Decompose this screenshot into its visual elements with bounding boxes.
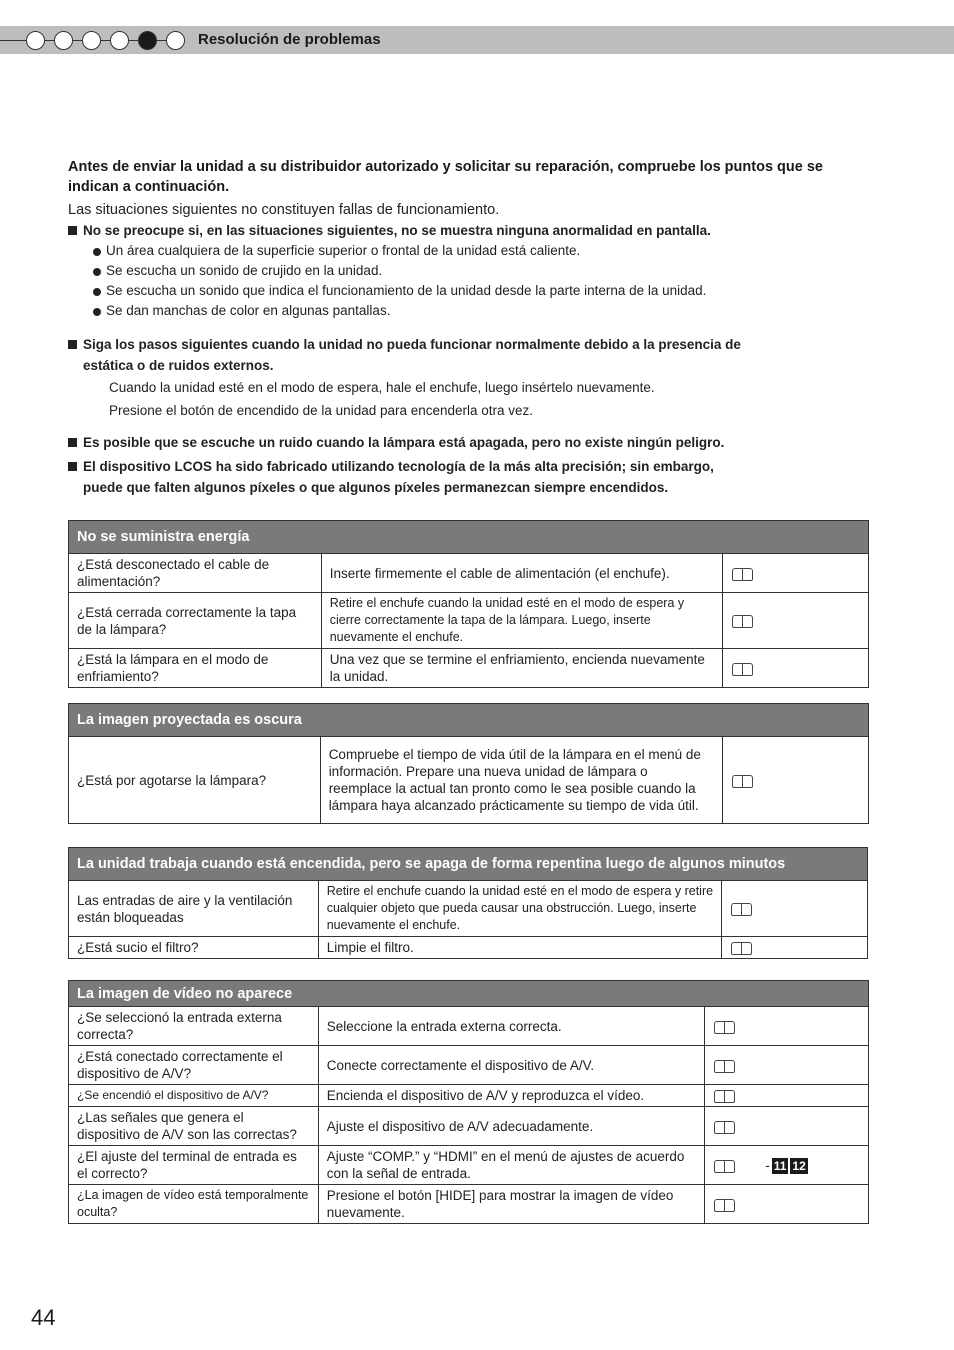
note-2-line: Cuando la unidad esté en el modo de espera, hale el enchufe, luego insértelo nuevamente.	[109, 380, 655, 395]
action-cell: Ajuste el dispositivo de A/V adecuadamente.	[318, 1107, 704, 1146]
note-3-text: Es posible que se escuche un ruido cuando la lámpara está apagada, pero no existe ningún peligro.	[83, 435, 725, 450]
note-1-bullet	[68, 261, 868, 281]
book-icon	[713, 1090, 735, 1102]
page-ref-badge: 12	[792, 1158, 806, 1173]
reference-cell	[722, 881, 868, 937]
table-row	[69, 1146, 869, 1185]
step-circle-icon	[54, 31, 73, 50]
note-2-title-line-1: Siga los pasos siguientes cuando la unidad no pueda funcionar normalmente debido a la presencia de	[83, 337, 741, 352]
note-1-bullet-text: Se escucha un sonido que indica el funcionamiento de la unidad desde la parte interna de la unidad.	[106, 283, 707, 298]
check-cell: ¿Las señales que genera el dispositivo de A/V son las correctas?	[69, 1107, 319, 1146]
step-indicator	[26, 30, 185, 50]
table-row	[69, 1007, 869, 1046]
table-row	[69, 1085, 869, 1107]
square-bullet-icon	[68, 226, 77, 235]
table-title: La unidad trabaja cuando está encendida, pero se apaga de forma repentina luego de algunos minutos	[69, 848, 868, 881]
square-bullet-icon	[68, 438, 77, 447]
step-circle-icon	[26, 31, 45, 50]
header-rule	[0, 40, 26, 41]
note-1-bullet-text: Se dan manchas de color en algunas pantallas.	[106, 303, 391, 318]
book-icon	[713, 1160, 735, 1172]
note-2-title-line-2: estática o de ruidos externos.	[83, 358, 274, 373]
note-1-bullet-text: Se escucha un sonido de crujido en la unidad.	[106, 263, 383, 278]
reference-cell	[705, 1046, 869, 1085]
check-cell: Las entradas de aire y la ventilación están bloqueadas	[69, 881, 319, 937]
reference-cell	[723, 554, 869, 593]
reference-cell	[722, 937, 868, 959]
note-1-bullet	[68, 241, 868, 261]
table-row	[69, 593, 869, 649]
book-icon	[731, 568, 753, 580]
action-cell: Limpie el filtro.	[318, 937, 721, 959]
check-cell: ¿El ajuste del terminal de entrada es el correcto?	[69, 1146, 319, 1185]
action-cell: Presione el botón [HIDE] para mostrar la imagen de vídeo nuevamente.	[318, 1185, 704, 1224]
note-3	[68, 432, 868, 453]
reference-cell	[705, 1107, 869, 1146]
book-icon	[713, 1121, 735, 1133]
intro-lead: Antes de enviar la unidad a su distribuidor autorizado y solicitar su reparación, compruebe los puntos que se indican a continuación.	[68, 159, 823, 195]
note-4-line-2: puede que falten algunos píxeles o que algunos píxeles permanezcan siempre encendidos.	[83, 480, 669, 495]
action-cell: Retire el enchufe cuando la unidad esté en el modo de espera y cierre correctamente la tapa de la lámpara. Luego, inserte nuevamente el enchufe.	[321, 593, 722, 649]
page-range-dash: -	[765, 1157, 770, 1173]
action-cell: Conecte correctamente el dispositivo de A/V.	[318, 1046, 704, 1085]
note-1-bullet	[68, 281, 868, 301]
table-row	[69, 881, 868, 937]
note-1-title	[68, 220, 868, 241]
action-cell: Compruebe el tiempo de vida útil de la lámpara en el menú de información. Prepare una nueva unidad de lámpara o reemplace la actual tan pronto como le sea posible cuando la lámpara haya alcanzado prácticamente su tiempo de vida útil.	[320, 737, 722, 824]
page-number: 44	[31, 1305, 56, 1330]
table-row	[69, 937, 868, 959]
note-2-line: Presione el botón de encendido de la unidad para encenderla otra vez.	[109, 403, 534, 418]
check-cell: ¿Está la lámpara en el modo de enfriamiento?	[69, 649, 322, 688]
check-cell: ¿Está conectado correctamente el dispositivo de A/V?	[69, 1046, 319, 1085]
note-1-bullet	[68, 301, 868, 321]
square-bullet-icon	[68, 340, 77, 349]
reference-cell	[705, 1085, 869, 1107]
table-title: No se suministra energía	[69, 521, 869, 554]
table-row	[69, 649, 869, 688]
reference-cell	[705, 1146, 869, 1185]
page-ref-badge: 11	[773, 1158, 787, 1173]
table-row	[69, 1046, 869, 1085]
book-icon	[713, 1060, 735, 1072]
reference-cell	[723, 737, 869, 824]
table-row	[69, 1185, 869, 1224]
table-row	[69, 1107, 869, 1146]
check-cell: ¿Se encendió el dispositivo de A/V?	[69, 1085, 319, 1107]
check-cell: ¿Está por agotarse la lámpara?	[69, 737, 321, 824]
table-title: La imagen proyectada es oscura	[69, 704, 869, 737]
active-step-circle-icon	[138, 31, 157, 50]
square-bullet-icon	[68, 462, 77, 471]
action-cell: Seleccione la entrada externa correcta.	[318, 1007, 704, 1046]
book-icon	[730, 942, 752, 954]
note-2-title	[68, 334, 868, 355]
step-circle-icon	[82, 31, 101, 50]
action-cell: Una vez que se termine el enfriamiento, encienda nuevamente la unidad.	[321, 649, 722, 688]
reference-cell	[705, 1007, 869, 1046]
note-4-text: El dispositivo LCOS ha sido fabricado utilizando tecnología de la más alta precisión; sin embargo,	[83, 459, 714, 474]
action-cell: Ajuste “COMP.” y “HDMI” en el menú de ajustes de acuerdo con la señal de entrada.	[318, 1146, 704, 1185]
check-cell: ¿Está desconectado el cable de alimentación?	[69, 554, 322, 593]
check-cell: ¿Está cerrada correctamente la tapa de la lámpara?	[69, 593, 322, 649]
book-icon	[731, 775, 753, 787]
note-1-bullet-text: Un área cualquiera de la superficie superior o frontal de la unidad está caliente.	[106, 243, 581, 258]
check-cell: ¿La imagen de vídeo está temporalmente oculta?	[69, 1185, 319, 1224]
reference-cell	[723, 593, 869, 649]
book-icon	[713, 1199, 735, 1211]
book-icon	[713, 1021, 735, 1033]
troubleshoot-table-shutdown	[68, 847, 868, 959]
table-row	[69, 737, 869, 824]
note-1-title-text: No se preocupe si, en las situaciones siguientes, no se muestra ninguna anormalidad en pantalla.	[83, 223, 711, 238]
step-circle-icon	[166, 31, 185, 50]
intro-plain: Las situaciones siguientes no constituyen fallas de funcionamiento.	[68, 202, 500, 218]
action-cell: Inserte firmemente el cable de alimentación (el enchufe).	[321, 554, 722, 593]
table-title: La imagen de vídeo no aparece	[69, 981, 869, 1007]
action-cell: Retire el enchufe cuando la unidad esté en el modo de espera y retire cualquier objeto que pueda causar una obstrucción. Luego, inserte nuevamente el enchufe.	[318, 881, 721, 937]
action-cell: Encienda el dispositivo de A/V y reproduzca el vídeo.	[318, 1085, 704, 1107]
book-icon	[731, 663, 753, 675]
check-cell: ¿Está sucio el filtro?	[69, 937, 319, 959]
book-icon	[731, 615, 753, 627]
step-circle-icon	[110, 31, 129, 50]
troubleshoot-table-power	[68, 520, 869, 688]
book-icon	[730, 903, 752, 915]
troubleshoot-table-no-video	[68, 980, 869, 1224]
section-title: Resolución de problemas	[198, 31, 381, 48]
table-row	[69, 554, 869, 593]
reference-cell	[723, 649, 869, 688]
troubleshoot-table-dark-image	[68, 703, 869, 824]
reference-cell	[705, 1185, 869, 1224]
intro-section	[68, 157, 868, 498]
check-cell: ¿Se seleccionó la entrada externa correcta?	[69, 1007, 319, 1046]
note-4-line-1	[68, 456, 868, 477]
